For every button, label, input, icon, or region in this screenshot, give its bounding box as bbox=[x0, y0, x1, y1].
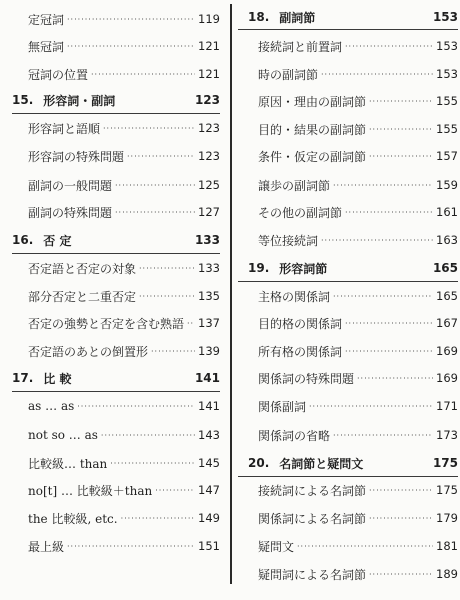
section-page: 141 bbox=[194, 371, 220, 385]
dot-leader bbox=[91, 70, 195, 79]
toc-entry[interactable] bbox=[258, 507, 458, 529]
section-underline bbox=[12, 391, 220, 392]
dot-leader bbox=[297, 542, 433, 551]
section-underline bbox=[12, 113, 220, 114]
toc-entry[interactable] bbox=[258, 201, 458, 223]
toc-entry[interactable] bbox=[28, 201, 220, 223]
toc-entry-page: 133 bbox=[198, 261, 220, 275]
section-title: 形容詞・副詞 bbox=[43, 93, 116, 108]
section-title: 副詞節 bbox=[279, 10, 316, 25]
toc-entry-label: 副詞の特殊問題 bbox=[28, 205, 113, 220]
dot-leader bbox=[127, 152, 195, 161]
toc-entry[interactable] bbox=[258, 479, 458, 501]
section-title: 比 較 bbox=[43, 371, 72, 386]
toc-entry-label: 譲歩の副詞節 bbox=[258, 178, 331, 193]
section-title: 名詞節と疑問文 bbox=[279, 456, 364, 471]
toc-entry[interactable] bbox=[28, 174, 220, 196]
dot-leader bbox=[333, 292, 433, 301]
section-heading-18[interactable] bbox=[248, 6, 458, 28]
toc-entry[interactable] bbox=[258, 535, 458, 557]
toc-entry-page: 143 bbox=[198, 428, 220, 442]
section-underline bbox=[238, 29, 458, 30]
toc-entry-label: 冠詞の位置 bbox=[28, 67, 89, 82]
section-number: 17. bbox=[12, 371, 34, 385]
dot-leader bbox=[67, 542, 195, 551]
toc-entry-label: 関係詞による名詞節 bbox=[258, 511, 367, 526]
toc-entry-page: 153 bbox=[436, 39, 458, 53]
toc-entry-label: 否定語のあとの倒置形 bbox=[28, 344, 149, 359]
toc-entry[interactable] bbox=[258, 340, 458, 362]
section-number: 18. bbox=[248, 10, 270, 24]
toc-entry-page: 139 bbox=[198, 344, 220, 358]
toc-entry[interactable] bbox=[28, 507, 220, 529]
toc-entry[interactable] bbox=[28, 117, 220, 139]
toc-entry-label: 条件・仮定の副詞節 bbox=[258, 149, 367, 164]
toc-entry[interactable] bbox=[258, 285, 458, 307]
dot-leader bbox=[139, 292, 195, 301]
section-heading-19[interactable] bbox=[248, 257, 458, 279]
dot-leader bbox=[187, 319, 195, 328]
toc-entry[interactable] bbox=[258, 63, 458, 85]
dot-leader bbox=[369, 97, 433, 106]
toc-entry-zero-article[interactable] bbox=[28, 35, 220, 57]
toc-entry-page: 179 bbox=[436, 511, 458, 525]
section-page: 175 bbox=[432, 456, 458, 470]
toc-entry-page: 151 bbox=[198, 539, 220, 553]
section-heading-15[interactable] bbox=[12, 89, 220, 111]
dot-leader bbox=[333, 431, 433, 440]
toc-entry[interactable] bbox=[28, 312, 220, 334]
toc-entry[interactable] bbox=[258, 174, 458, 196]
toc-entry-label: 否定の強勢と否定を含む熟語 bbox=[28, 316, 185, 331]
dot-leader bbox=[77, 402, 195, 411]
dot-leader bbox=[369, 125, 433, 134]
dot-leader bbox=[121, 514, 195, 523]
toc-entry-page: 155 bbox=[436, 94, 458, 108]
toc-entry[interactable] bbox=[28, 395, 220, 417]
toc-entry[interactable] bbox=[28, 145, 220, 167]
toc-entry-page: 149 bbox=[198, 511, 220, 525]
section-number: 16. bbox=[12, 233, 34, 247]
toc-entry-page: 153 bbox=[436, 67, 458, 81]
toc-entry-label: 接続詞と前置詞 bbox=[258, 39, 343, 54]
dot-leader bbox=[333, 181, 433, 190]
toc-entry-label: 形容詞の特殊問題 bbox=[28, 149, 125, 164]
toc-entry[interactable] bbox=[258, 312, 458, 334]
toc-entry-page: 173 bbox=[436, 428, 458, 442]
toc-entry-page: 169 bbox=[436, 371, 458, 385]
toc-entry-page: 159 bbox=[436, 178, 458, 192]
toc-entry-page: 121 bbox=[198, 39, 220, 53]
toc-entry-page: 175 bbox=[436, 483, 458, 497]
toc-entry-page: 181 bbox=[436, 539, 458, 553]
section-heading-17[interactable] bbox=[12, 367, 220, 389]
dot-leader bbox=[369, 486, 433, 495]
section-title: 形容詞節 bbox=[279, 261, 328, 276]
toc-entry-label: not so … as bbox=[28, 428, 98, 442]
toc-entry-label: 疑問文 bbox=[258, 539, 295, 554]
toc-entry-page: 125 bbox=[198, 178, 220, 192]
section-underline bbox=[238, 281, 458, 282]
dot-leader bbox=[345, 347, 433, 356]
toc-entry[interactable] bbox=[28, 535, 220, 557]
toc-entry-page: 165 bbox=[436, 289, 458, 303]
dot-leader bbox=[139, 264, 195, 273]
section-page: 123 bbox=[194, 93, 220, 107]
toc-entry-page: 155 bbox=[436, 122, 458, 136]
toc-entry-definite-article[interactable] bbox=[28, 8, 220, 30]
toc-entry-label: 疑問詞による名詞節 bbox=[258, 567, 367, 582]
section-page: 165 bbox=[432, 261, 458, 275]
dot-leader bbox=[321, 236, 433, 245]
dot-leader bbox=[67, 42, 195, 51]
section-number: 15. bbox=[12, 93, 34, 107]
toc-entry-label: the 比較級, etc. bbox=[28, 511, 118, 526]
section-underline bbox=[238, 476, 458, 477]
toc-entry[interactable] bbox=[258, 367, 458, 389]
toc-entry-page: 167 bbox=[436, 316, 458, 330]
toc-entry-page: 123 bbox=[198, 121, 220, 135]
toc-entry-page: 161 bbox=[436, 205, 458, 219]
toc-entry-label: 主格の関係詞 bbox=[258, 289, 331, 304]
dot-leader bbox=[155, 486, 195, 495]
toc-entry-label: 関係詞の省略 bbox=[258, 428, 331, 443]
toc-entry[interactable] bbox=[28, 424, 220, 446]
dot-leader bbox=[101, 431, 195, 440]
toc-entry[interactable] bbox=[258, 563, 458, 585]
toc-entry-label: その他の副詞節 bbox=[258, 205, 343, 220]
toc-entry-label: 目的格の関係詞 bbox=[258, 316, 343, 331]
toc-entry[interactable] bbox=[258, 145, 458, 167]
toc-entry-label: 比較級… than bbox=[28, 456, 108, 471]
dot-leader bbox=[369, 514, 433, 523]
toc-entry-label: 副詞の一般問題 bbox=[28, 178, 113, 193]
toc-entry-page: 141 bbox=[198, 399, 220, 413]
toc-entry[interactable] bbox=[258, 90, 458, 112]
toc-entry-article-position[interactable] bbox=[28, 63, 220, 85]
dot-leader bbox=[369, 152, 433, 161]
dot-leader bbox=[67, 15, 195, 24]
toc-entry-label: 形容詞と語順 bbox=[28, 121, 101, 136]
dot-leader bbox=[369, 570, 433, 579]
toc-entry-page: 127 bbox=[198, 205, 220, 219]
dot-leader bbox=[151, 347, 195, 356]
toc-entry[interactable] bbox=[28, 257, 220, 279]
toc-entry-label: 関係副詞 bbox=[258, 399, 307, 414]
toc-entry[interactable] bbox=[28, 340, 220, 362]
toc-entry-label: 時の副詞節 bbox=[258, 67, 319, 82]
toc-entry[interactable] bbox=[258, 118, 458, 140]
toc-entry-label: 原因・理由の副詞節 bbox=[258, 94, 367, 109]
toc-entry[interactable] bbox=[28, 479, 220, 501]
dot-leader bbox=[357, 374, 433, 383]
toc-entry[interactable] bbox=[258, 229, 458, 251]
section-underline bbox=[12, 253, 220, 254]
toc-entry-label: no[t] … 比較級＋than bbox=[28, 483, 153, 498]
toc-entry-label: 最上級 bbox=[28, 539, 65, 554]
dot-leader bbox=[103, 124, 195, 133]
toc-entry-label: as … as bbox=[28, 399, 75, 413]
toc-entry-page: 121 bbox=[198, 67, 220, 81]
toc-entry-page: 145 bbox=[198, 456, 220, 470]
section-title: 否 定 bbox=[43, 233, 72, 248]
toc-entry-page: 147 bbox=[198, 483, 220, 497]
toc-entry-page: 169 bbox=[436, 344, 458, 358]
dot-leader bbox=[345, 42, 433, 51]
toc-entry[interactable] bbox=[28, 452, 220, 474]
toc-entry-page: 123 bbox=[198, 149, 220, 163]
toc-entry-page: 135 bbox=[198, 289, 220, 303]
toc-entry-page: 171 bbox=[436, 399, 458, 413]
toc-entry[interactable] bbox=[258, 35, 458, 57]
toc-entry-page: 163 bbox=[436, 233, 458, 247]
dot-leader bbox=[115, 181, 195, 190]
toc-entry[interactable] bbox=[28, 285, 220, 307]
column-divider bbox=[230, 4, 232, 584]
dot-leader bbox=[345, 319, 433, 328]
section-heading-16[interactable] bbox=[12, 229, 220, 251]
dot-leader bbox=[345, 208, 433, 217]
toc-entry-page: 189 bbox=[436, 567, 458, 581]
toc-entry-label: 定冠詞 bbox=[28, 12, 65, 27]
toc-entry-page: 137 bbox=[198, 316, 220, 330]
section-page: 153 bbox=[432, 10, 458, 24]
toc-entry-label: 部分否定と二重否定 bbox=[28, 289, 137, 304]
dot-leader bbox=[115, 208, 195, 217]
section-heading-20[interactable] bbox=[248, 452, 458, 474]
toc-entry-label: 接続詞による名詞節 bbox=[258, 483, 367, 498]
toc-entry[interactable] bbox=[258, 424, 458, 446]
dot-leader bbox=[309, 402, 433, 411]
toc-entry-label: 関係詞の特殊問題 bbox=[258, 371, 355, 386]
section-number: 20. bbox=[248, 456, 270, 470]
section-number: 19. bbox=[248, 261, 270, 275]
toc-entry-label: 所有格の関係詞 bbox=[258, 344, 343, 359]
toc-entry-label: 目的・結果の副詞節 bbox=[258, 122, 367, 137]
toc-entry-page: 119 bbox=[198, 12, 220, 26]
toc-entry-page: 157 bbox=[436, 149, 458, 163]
toc-entry[interactable] bbox=[258, 395, 458, 417]
toc-entry-label: 無冠詞 bbox=[28, 39, 65, 54]
dot-leader bbox=[321, 70, 433, 79]
section-page: 133 bbox=[194, 233, 220, 247]
toc-entry-label: 否定語と否定の対象 bbox=[28, 261, 137, 276]
dot-leader bbox=[110, 459, 195, 468]
toc-entry-label: 等位接続詞 bbox=[258, 233, 319, 248]
